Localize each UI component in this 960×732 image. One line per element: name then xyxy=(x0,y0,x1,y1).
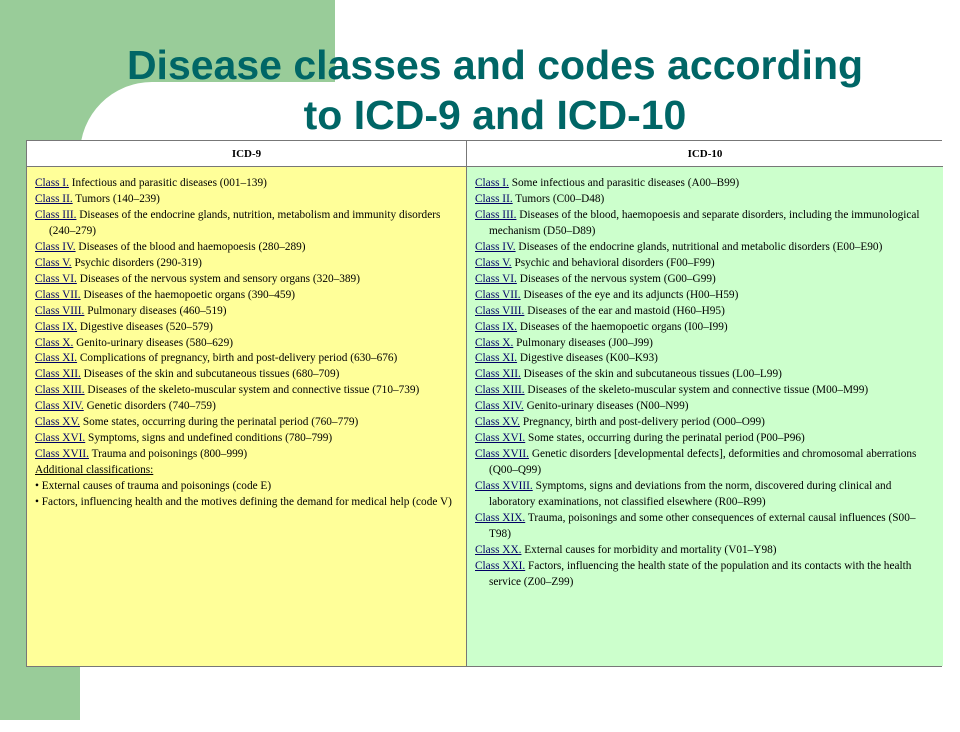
icd10-class-entry xyxy=(475,336,937,352)
icd10-class-entry xyxy=(475,256,937,272)
class-label[interactable]: Class V. xyxy=(35,256,72,269)
class-description: Diseases of the skin and subcutaneous tissues (L00–L99) xyxy=(523,368,782,381)
icd10-class-entry xyxy=(475,208,937,240)
class-description: Diseases of the nervous system and sensory organs (320–389) xyxy=(79,272,360,285)
icd10-class-entry xyxy=(475,351,937,367)
icd9-class-entry xyxy=(35,336,460,352)
icd9-class-entry xyxy=(35,208,460,240)
icd9-class-entry xyxy=(35,351,460,367)
class-description: Diseases of the skeleto-muscular system and connective tissue (710–739) xyxy=(87,384,420,397)
icd-comparison-table xyxy=(26,140,942,667)
icd10-class-entry xyxy=(475,304,937,320)
class-description: Infectious and parasitic diseases (001–139) xyxy=(71,177,267,189)
class-description: Pulmonary diseases (460–519) xyxy=(87,304,227,317)
icd9-class-entry xyxy=(35,192,460,208)
class-description: Psychic disorders (290-319) xyxy=(74,256,202,269)
class-label[interactable]: Class XIX. xyxy=(475,512,526,525)
class-label[interactable]: Class XVII. xyxy=(475,448,529,461)
class-label[interactable]: Class III. xyxy=(35,208,77,221)
title-line-2: to ICD-9 and ICD-10 xyxy=(303,92,687,138)
icd9-class-entry xyxy=(35,431,460,447)
icd10-class-entry xyxy=(475,240,937,256)
class-description: Symptoms, signs and deviations from the norm, discovered during clinical and laboratory examinations, not classified elsewhere (R00–R99) xyxy=(489,480,892,509)
class-label[interactable]: Class XVI. xyxy=(35,432,86,445)
icd10-class-entry xyxy=(475,431,937,447)
class-label[interactable]: Class XI. xyxy=(475,352,518,365)
class-label[interactable]: Class IV. xyxy=(475,240,516,253)
class-label[interactable]: Class X. xyxy=(475,336,514,349)
icd10-class-entry xyxy=(475,511,937,543)
class-description: Pulmonary diseases (J00–J99) xyxy=(516,336,653,349)
icd9-class-entry xyxy=(35,399,460,415)
class-label[interactable]: Class VII. xyxy=(35,288,81,301)
class-label[interactable]: Class XII. xyxy=(35,368,81,381)
class-label[interactable]: Class X. xyxy=(35,336,74,349)
class-label[interactable]: Class II. xyxy=(475,192,513,205)
class-description: Diseases of the endocrine glands, nutrition, metabolism and immunity disorders (240–279) xyxy=(49,208,441,237)
class-description: Genetic disorders [developmental defects], deformities and chromosomal aberrations (Q00–Q99) xyxy=(489,448,917,477)
class-description: Diseases of the endocrine glands, nutritional and metabolic disorders (E00–E90) xyxy=(518,240,883,253)
class-label[interactable]: Class II. xyxy=(35,192,73,205)
class-description: Diseases of the skin and subcutaneous tissues (680–709) xyxy=(83,368,340,381)
class-label[interactable]: Class IV. xyxy=(35,240,76,253)
class-description: Diseases of the ear and mastoid (H60–H95) xyxy=(527,304,725,317)
icd9-class-entry xyxy=(35,240,460,256)
class-label[interactable]: Class XIV. xyxy=(475,400,524,413)
icd10-class-entry xyxy=(475,399,937,415)
icd9-class-entry xyxy=(35,288,460,304)
additional-classification-item: • External causes of trauma and poisonings (code E) xyxy=(35,480,272,493)
class-description: Factors, influencing the health state of the population and its contacts with the health service (Z00–Z99) xyxy=(489,559,912,588)
class-label[interactable]: Class XVII. xyxy=(35,448,89,461)
header-icd10: ICD-10 xyxy=(467,141,943,167)
class-label[interactable]: Class XIII. xyxy=(35,384,85,397)
class-label[interactable]: Class XX. xyxy=(475,543,522,556)
icd9-class-entry xyxy=(35,383,460,399)
class-description: Some infectious and parasitic diseases (A00–B99) xyxy=(511,177,740,189)
class-description: Tumors (C00–D48) xyxy=(515,192,605,205)
class-description: Diseases of the skeleto-muscular system and connective tissue (M00–M99) xyxy=(527,384,869,397)
icd9-class-entry xyxy=(35,256,460,272)
class-label[interactable]: Class XVI. xyxy=(475,432,526,445)
icd9-class-entry xyxy=(35,447,460,463)
class-label[interactable]: Class III. xyxy=(475,208,517,221)
class-label[interactable]: Class VI. xyxy=(35,272,77,285)
icd10-column xyxy=(467,167,943,666)
icd10-class-entry xyxy=(475,415,937,431)
class-label[interactable]: Class XIII. xyxy=(475,384,525,397)
slide-title xyxy=(60,40,930,140)
class-label[interactable]: Class I. xyxy=(35,177,69,189)
icd10-class-entry xyxy=(475,559,937,591)
class-description: Diseases of the nervous system (G00–G99) xyxy=(519,272,716,285)
icd10-class-entry xyxy=(475,479,937,511)
class-label[interactable]: Class VII. xyxy=(475,288,521,301)
additional-classification-item: • Factors, influencing health and the motives defining the demand for medical help (code V) xyxy=(35,496,452,509)
class-label[interactable]: Class XXI. xyxy=(475,559,526,572)
class-description: Pregnancy, birth and post-delivery period (O00–O99) xyxy=(522,416,765,429)
class-label[interactable]: Class VIII. xyxy=(475,304,525,317)
icd10-class-entry xyxy=(475,543,937,559)
header-icd9: ICD-9 xyxy=(27,141,467,167)
class-description: Genito-urinary diseases (580–629) xyxy=(76,336,233,349)
icd10-class-entry xyxy=(475,383,937,399)
class-description: Some states, occurring during the perinatal period (P00–P96) xyxy=(528,432,805,445)
class-description: Diseases of the haemopoetic organs (390–459) xyxy=(83,288,295,301)
class-label[interactable]: Class IX. xyxy=(475,320,518,333)
class-label[interactable]: Class XII. xyxy=(475,368,521,381)
class-label[interactable]: Class XVIII. xyxy=(475,480,533,493)
class-label[interactable]: Class VI. xyxy=(475,272,517,285)
class-description: Diseases of the blood and haemopoesis (280–289) xyxy=(78,240,306,253)
icd10-class-entry xyxy=(475,367,937,383)
class-label[interactable]: Class VIII. xyxy=(35,304,85,317)
icd9-class-entry xyxy=(35,176,460,192)
class-description: Tumors (140–239) xyxy=(75,192,160,205)
class-description: External causes for morbidity and mortality (V01–Y98) xyxy=(524,543,777,556)
icd10-class-entry xyxy=(475,320,937,336)
class-description: Genetic disorders (740–759) xyxy=(86,400,216,413)
icd9-column xyxy=(27,167,467,666)
title-line-1: Disease classes and codes according xyxy=(126,42,864,88)
class-description: Some states, occurring during the perinatal period (760–779) xyxy=(82,416,359,429)
icd10-class-entry xyxy=(475,288,937,304)
class-description: Trauma, poisonings and some other consequences of external causal influences (S00–T98) xyxy=(489,512,916,540)
class-description: Genito-urinary diseases (N00–N99) xyxy=(526,400,689,413)
icd10-class-entry xyxy=(475,447,937,479)
class-label[interactable]: Class XIV. xyxy=(35,400,84,413)
icd9-class-entry xyxy=(35,320,460,336)
class-description: Digestive diseases (K00–K93) xyxy=(519,352,658,365)
icd9-class-entry xyxy=(35,304,460,320)
class-description: Complications of pregnancy, birth and post-delivery period (630–676) xyxy=(79,352,398,365)
class-description: Trauma and poisonings (800–999) xyxy=(91,448,248,461)
additional-classifications-label: Additional classifications: xyxy=(35,464,154,477)
class-description: Diseases of the blood, haemopoesis and separate disorders, including the immunological mechanism (D50–D89) xyxy=(489,208,920,237)
class-label[interactable]: Class I. xyxy=(475,177,509,189)
class-description: Diseases of the haemopoetic organs (I00–I99) xyxy=(519,320,728,333)
icd10-class-entry xyxy=(475,176,937,192)
class-description: Psychic and behavioral disorders (F00–F99) xyxy=(514,256,715,269)
class-label[interactable]: Class XV. xyxy=(35,416,80,429)
icd9-class-entry xyxy=(35,272,460,288)
class-description: Symptoms, signs and undefined conditions (780–799) xyxy=(88,432,333,445)
class-description: Digestive diseases (520–579) xyxy=(79,320,213,333)
icd10-class-entry xyxy=(475,192,937,208)
class-label[interactable]: Class V. xyxy=(475,256,512,269)
class-label[interactable]: Class IX. xyxy=(35,320,78,333)
icd9-class-entry xyxy=(35,367,460,383)
class-description: Diseases of the eye and its adjuncts (H00–H59) xyxy=(523,288,739,301)
class-label[interactable]: Class XI. xyxy=(35,352,78,365)
class-label[interactable]: Class XV. xyxy=(475,416,520,429)
icd10-class-entry xyxy=(475,272,937,288)
icd9-class-entry xyxy=(35,415,460,431)
